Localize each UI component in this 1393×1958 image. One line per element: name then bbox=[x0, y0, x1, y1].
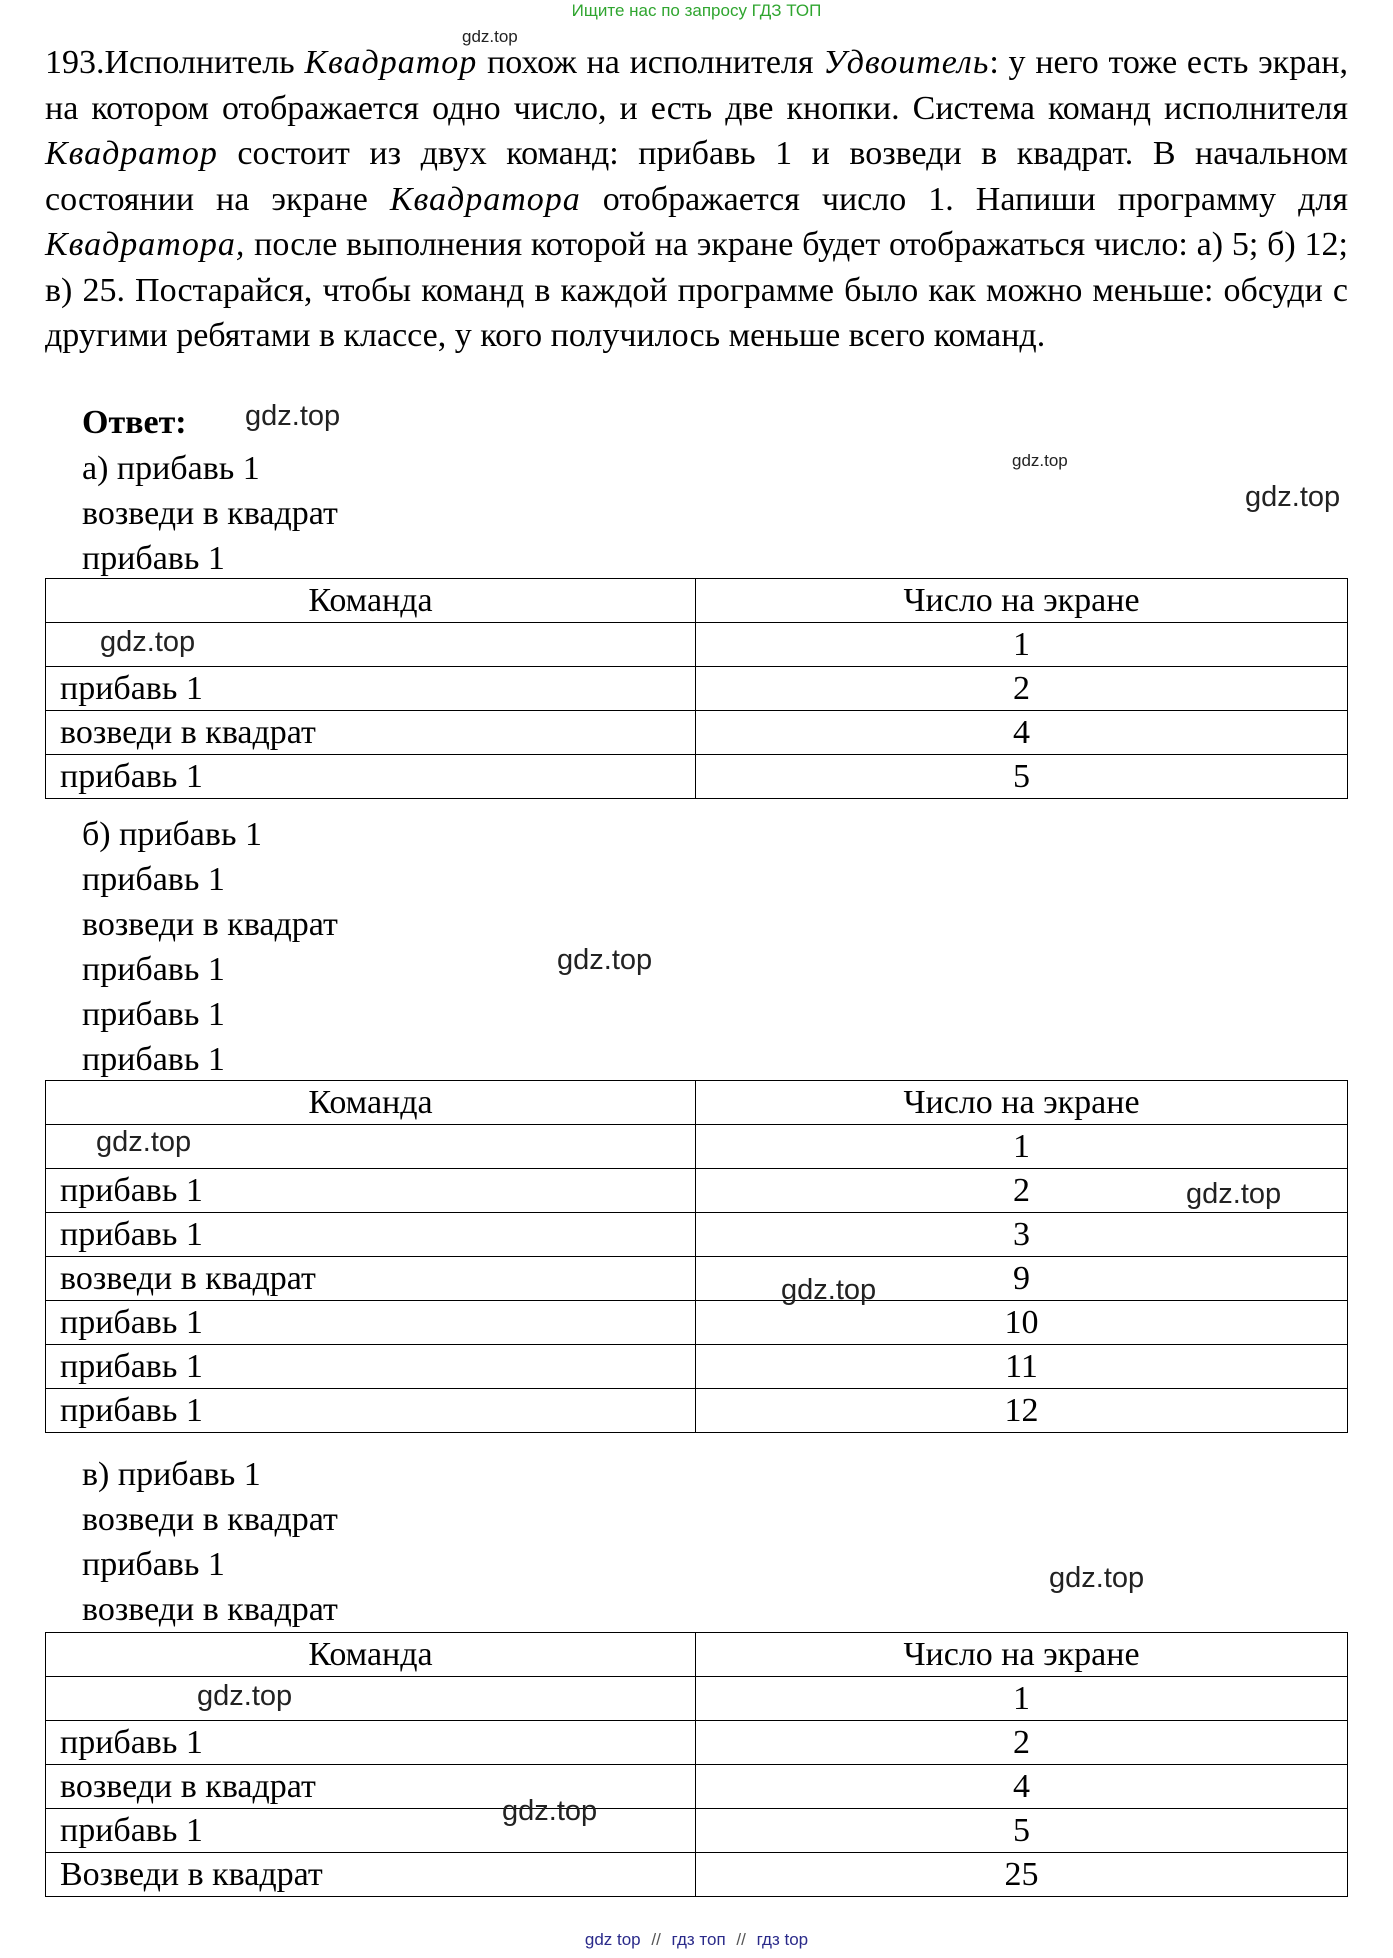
watermark: gdz.top bbox=[462, 27, 518, 46]
program-step: возведи в квадрат bbox=[82, 1591, 338, 1628]
table-row bbox=[46, 1389, 1348, 1433]
number-cell: 5 bbox=[696, 1809, 1348, 1853]
number-cell: 11 bbox=[696, 1345, 1348, 1389]
table-row bbox=[46, 1169, 1348, 1213]
header-command: Команда bbox=[46, 1081, 696, 1125]
table-header-row bbox=[46, 579, 1348, 623]
table-row bbox=[46, 1125, 1348, 1169]
header-number: Число на экране bbox=[696, 1633, 1348, 1677]
program-step: прибавь 1 bbox=[82, 1546, 225, 1583]
number-cell: 4 bbox=[696, 1765, 1348, 1809]
table-row bbox=[46, 1257, 1348, 1301]
footer bbox=[0, 1930, 1393, 1950]
number-cell: 2 bbox=[696, 1721, 1348, 1765]
program-step: прибавь 1 bbox=[82, 540, 225, 577]
command-cell: прибавь 1 bbox=[46, 1213, 696, 1257]
table-row bbox=[46, 1213, 1348, 1257]
number-cell: 1 bbox=[696, 1125, 1348, 1169]
command-cell: прибавь 1 bbox=[46, 1301, 696, 1345]
program-step: прибавь 1 bbox=[82, 1041, 225, 1078]
header-command: Команда bbox=[46, 579, 696, 623]
watermark: gdz.top bbox=[100, 626, 196, 658]
command-cell: прибавь 1 bbox=[46, 1345, 696, 1389]
top-banner: Ищите нас по запросу ГДЗ ТОП bbox=[571, 1, 822, 20]
table-header-row bbox=[46, 1081, 1348, 1125]
command-cell: прибавь 1 bbox=[46, 1169, 696, 1213]
number-cell: 10 bbox=[696, 1301, 1348, 1345]
table-header-row bbox=[46, 1633, 1348, 1677]
command-cell: возведи в квадрат bbox=[46, 1765, 696, 1809]
header-number: Число на экране bbox=[696, 579, 1348, 623]
program-step: прибавь 1 bbox=[82, 861, 225, 898]
watermark: gdz.top bbox=[1012, 451, 1068, 470]
command-cell: возведи в квадрат bbox=[46, 1257, 696, 1301]
command-table-c bbox=[45, 1632, 1348, 1897]
table-row bbox=[46, 1809, 1348, 1853]
watermark: gdz.top bbox=[1245, 481, 1341, 513]
number-cell: 9 bbox=[696, 1257, 1348, 1301]
watermark: gdz.top bbox=[781, 1274, 877, 1306]
number-cell: 2 bbox=[696, 1169, 1348, 1213]
number-cell: 25 bbox=[696, 1853, 1348, 1897]
table-row bbox=[46, 755, 1348, 799]
command-table-b bbox=[45, 1080, 1348, 1433]
table-row bbox=[46, 667, 1348, 711]
program-step: в) прибавь 1 bbox=[82, 1456, 261, 1493]
table-row bbox=[46, 623, 1348, 667]
number-cell: 1 bbox=[696, 623, 1348, 667]
program-step: прибавь 1 bbox=[82, 951, 225, 988]
command-cell: прибавь 1 bbox=[46, 755, 696, 799]
number-cell: 12 bbox=[696, 1389, 1348, 1433]
watermark: gdz.top bbox=[197, 1680, 293, 1712]
command-cell: Возведи в квадрат bbox=[46, 1853, 696, 1897]
watermark: gdz.top bbox=[1049, 1562, 1145, 1594]
program-step: возведи в квадрат bbox=[82, 1501, 338, 1538]
footer-link[interactable]: gdz top bbox=[584, 1930, 641, 1949]
answer-label: Ответ: bbox=[82, 404, 187, 441]
command-table-a bbox=[45, 578, 1348, 799]
command-cell: прибавь 1 bbox=[46, 1389, 696, 1433]
watermark: gdz.top bbox=[557, 944, 653, 976]
table-row bbox=[46, 1721, 1348, 1765]
program-step: а) прибавь 1 bbox=[82, 450, 260, 487]
watermark: gdz.top bbox=[502, 1795, 598, 1827]
program-step: прибавь 1 bbox=[82, 996, 225, 1033]
command-cell: прибавь 1 bbox=[46, 1809, 696, 1853]
program-step: возведи в квадрат bbox=[82, 906, 338, 943]
number-cell: 4 bbox=[696, 711, 1348, 755]
footer-separator: // bbox=[736, 1930, 746, 1949]
table-row bbox=[46, 1301, 1348, 1345]
table-row bbox=[46, 711, 1348, 755]
table-row bbox=[46, 1345, 1348, 1389]
problem-number: 193. bbox=[45, 44, 105, 81]
number-cell: 3 bbox=[696, 1213, 1348, 1257]
command-cell: прибавь 1 bbox=[46, 667, 696, 711]
program-step: б) прибавь 1 bbox=[82, 816, 262, 853]
command-cell bbox=[46, 1677, 696, 1721]
table-row bbox=[46, 1765, 1348, 1809]
header-number: Число на экране bbox=[696, 1081, 1348, 1125]
footer-separator: // bbox=[651, 1930, 661, 1949]
number-cell: 5 bbox=[696, 755, 1348, 799]
program-step: возведи в квадрат bbox=[82, 495, 338, 532]
watermark: gdz.top bbox=[96, 1126, 192, 1158]
table-row bbox=[46, 1853, 1348, 1897]
number-cell: 1 bbox=[696, 1677, 1348, 1721]
footer-link[interactable]: гдз top bbox=[756, 1930, 809, 1949]
command-cell: возведи в квадрат bbox=[46, 711, 696, 755]
problem-statement: 193.Исполнитель Квадратор похож на исполнителя Удвоитель: у него тоже есть экран, на котором отображается одно число, и есть две кнопки. Система команд исполнителя Квадратор состоит из двух команд: прибавь 1 и возведи в квадрат. В начальном состоянии на экране Квадратора отображается число 1. Напиши программу для Квадратора, после выполнения которой на экране будет отображаться число: а) 5; б) 12; в) 25. Постарайся, чтобы команд в каждой программе было как можно меньше: обсуди с другими ребятами в классе, у кого получилось меньше всего команд. bbox=[45, 44, 1348, 354]
command-cell: прибавь 1 bbox=[46, 1721, 696, 1765]
footer-link[interactable]: гдз топ bbox=[671, 1930, 726, 1949]
watermark: gdz.top bbox=[1186, 1178, 1282, 1210]
watermark: gdz.top bbox=[245, 400, 341, 432]
number-cell: 2 bbox=[696, 667, 1348, 711]
header-command: Команда bbox=[46, 1633, 696, 1677]
